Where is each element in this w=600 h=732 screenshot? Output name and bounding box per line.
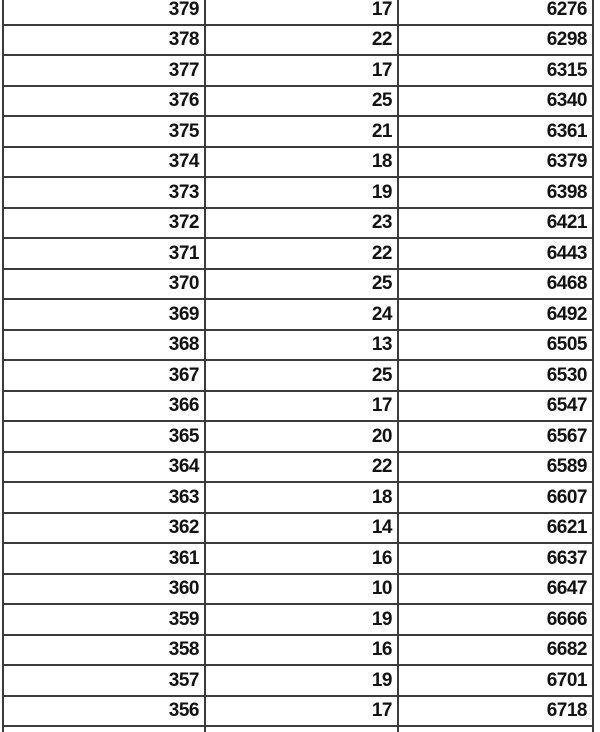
table-cell[interactable]: 18 bbox=[206, 148, 399, 179]
table-cell[interactable]: 19 bbox=[206, 666, 399, 697]
table-cell[interactable]: 6682 bbox=[399, 636, 594, 667]
table-cell[interactable]: 22 bbox=[206, 239, 399, 270]
table-cell[interactable]: 20 bbox=[206, 422, 399, 453]
table-cell[interactable]: 17 bbox=[206, 56, 399, 87]
table-cell[interactable]: 6718 bbox=[399, 697, 594, 728]
table-cell[interactable]: 16 bbox=[206, 636, 399, 667]
table-cell[interactable]: 358 bbox=[4, 636, 206, 667]
table-cell[interactable]: 25 bbox=[206, 361, 399, 392]
table-cell[interactable]: 18 bbox=[206, 483, 399, 514]
table-cell[interactable]: 378 bbox=[4, 26, 206, 57]
table-cell[interactable]: 6621 bbox=[399, 514, 594, 545]
table-cell[interactable]: 6315 bbox=[399, 56, 594, 87]
table-cell-partial bbox=[4, 727, 206, 732]
table-cell[interactable]: 6298 bbox=[399, 26, 594, 57]
data-table bbox=[2, 0, 594, 732]
table-cell[interactable]: 6589 bbox=[399, 453, 594, 484]
table-cell[interactable]: 6340 bbox=[399, 87, 594, 118]
table-cell[interactable]: 375 bbox=[4, 117, 206, 148]
table-cell[interactable]: 22 bbox=[206, 453, 399, 484]
table-cell[interactable]: 360 bbox=[4, 575, 206, 606]
table-cell[interactable]: 6505 bbox=[399, 331, 594, 362]
table-cell[interactable]: 17 bbox=[206, 392, 399, 423]
table-cell[interactable]: 19 bbox=[206, 605, 399, 636]
table-cell[interactable]: 6637 bbox=[399, 544, 594, 575]
table-cell[interactable]: 368 bbox=[4, 331, 206, 362]
table-cell[interactable]: 370 bbox=[4, 270, 206, 301]
table-cell[interactable]: 6530 bbox=[399, 361, 594, 392]
table-cell[interactable]: 21 bbox=[206, 117, 399, 148]
table-cell[interactable]: 6379 bbox=[399, 148, 594, 179]
table-cell[interactable]: 6547 bbox=[399, 392, 594, 423]
table-cell[interactable]: 373 bbox=[4, 178, 206, 209]
table-cell[interactable]: 6666 bbox=[399, 605, 594, 636]
table-cell[interactable]: 6468 bbox=[399, 270, 594, 301]
table-cell[interactable]: 356 bbox=[4, 697, 206, 728]
table-cell[interactable]: 19 bbox=[206, 178, 399, 209]
table-cell-partial bbox=[399, 727, 594, 732]
table-cell[interactable]: 6607 bbox=[399, 483, 594, 514]
table-cell[interactable]: 14 bbox=[206, 514, 399, 545]
table-cell[interactable]: 16 bbox=[206, 544, 399, 575]
table-cell[interactable]: 363 bbox=[4, 483, 206, 514]
table-cell-partial bbox=[206, 727, 399, 732]
table-cell[interactable]: 6647 bbox=[399, 575, 594, 606]
table-cell[interactable]: 374 bbox=[4, 148, 206, 179]
table-cell[interactable]: 25 bbox=[206, 87, 399, 118]
table-cell[interactable]: 13 bbox=[206, 331, 399, 362]
table-cell[interactable]: 6567 bbox=[399, 422, 594, 453]
table-cell[interactable]: 364 bbox=[4, 453, 206, 484]
table-cell[interactable]: 372 bbox=[4, 209, 206, 240]
table-cell[interactable]: 17 bbox=[206, 0, 399, 26]
table-cell[interactable]: 377 bbox=[4, 56, 206, 87]
table-cell[interactable]: 25 bbox=[206, 270, 399, 301]
table-cell[interactable]: 376 bbox=[4, 87, 206, 118]
table-cell[interactable]: 6421 bbox=[399, 209, 594, 240]
table-cell[interactable]: 362 bbox=[4, 514, 206, 545]
table-cell[interactable]: 6443 bbox=[399, 239, 594, 270]
table-cell[interactable]: 361 bbox=[4, 544, 206, 575]
table-cell[interactable]: 369 bbox=[4, 300, 206, 331]
table-cell[interactable]: 365 bbox=[4, 422, 206, 453]
table-cell[interactable]: 371 bbox=[4, 239, 206, 270]
table-cell[interactable]: 357 bbox=[4, 666, 206, 697]
table-cell[interactable]: 379 bbox=[4, 0, 206, 26]
table-cell[interactable]: 6361 bbox=[399, 117, 594, 148]
table-cell[interactable]: 10 bbox=[206, 575, 399, 606]
table-cell[interactable]: 366 bbox=[4, 392, 206, 423]
table-cell[interactable]: 6492 bbox=[399, 300, 594, 331]
table-cell[interactable]: 6701 bbox=[399, 666, 594, 697]
table-cell[interactable]: 367 bbox=[4, 361, 206, 392]
table-cell[interactable]: 24 bbox=[206, 300, 399, 331]
table-cell[interactable]: 359 bbox=[4, 605, 206, 636]
table-cell[interactable]: 23 bbox=[206, 209, 399, 240]
table-cell[interactable]: 6276 bbox=[399, 0, 594, 26]
table-cell[interactable]: 22 bbox=[206, 26, 399, 57]
table-cell[interactable]: 17 bbox=[206, 697, 399, 728]
table-cell[interactable]: 6398 bbox=[399, 178, 594, 209]
